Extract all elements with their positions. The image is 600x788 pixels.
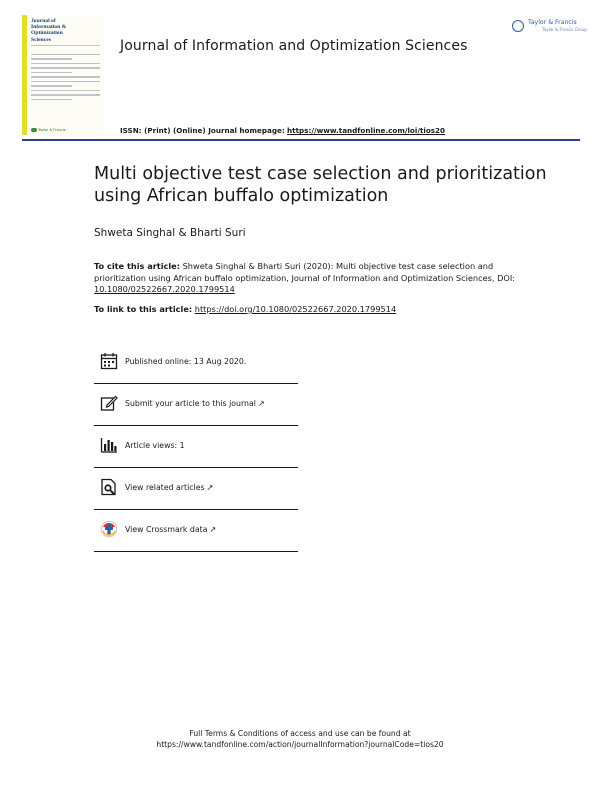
publisher-logo-name: Taylor & Francis	[528, 19, 577, 26]
article-link-line	[94, 304, 396, 314]
link-label: To link to this article:	[94, 304, 193, 314]
journal-homepage-link[interactable]: https://www.tandfonline.com/loi/tios20	[287, 126, 446, 135]
related-articles-row[interactable]	[94, 468, 298, 510]
cover-publisher-text: Taylor & Francis	[38, 128, 66, 132]
published-date: Published online: 13 Aug 2020.	[125, 357, 247, 366]
crossmark-link[interactable]	[125, 525, 216, 534]
bar-chart-icon	[100, 436, 118, 454]
cite-label: To cite this article:	[94, 261, 180, 271]
publisher-logo[interactable]	[512, 19, 587, 37]
cover-title-line: Information &	[31, 24, 67, 31]
cover-divider	[31, 45, 100, 46]
submit-article-label: Submit your article to this journal	[125, 399, 256, 408]
article-title: Multi objective test case selection and prioritization using African buffalo optimization	[94, 164, 547, 206]
cover-publisher	[31, 128, 100, 132]
external-link-icon: ↗	[209, 525, 217, 534]
crossmark-row[interactable]	[94, 510, 298, 552]
journal-title: Journal of Information and Optimization Sciences	[120, 38, 468, 54]
issn-line	[120, 126, 445, 135]
article-meta-list	[94, 342, 298, 552]
submit-article-link[interactable]	[125, 399, 265, 408]
cover-contents-lines	[27, 48, 104, 107]
publisher-logo-sub: Taylor & Francis Group	[542, 27, 587, 32]
issn-label: ISSN: (Print) (Online) Journal homepage:	[120, 126, 285, 135]
cover-title-line: Journal of	[31, 18, 56, 24]
doi-link[interactable]: 10.1080/02522667.2020.1799514	[94, 284, 235, 295]
search-document-icon	[100, 478, 118, 496]
cite-text: Shweta Singhal & Bharti Suri (2020): Multi objective test case selection and prioritization using African buffalo optimization, Journal of Information and Optimization Sciences, DOI:	[94, 261, 516, 283]
article-views-row	[94, 426, 298, 468]
published-row	[94, 342, 298, 384]
cover-title	[27, 15, 87, 43]
terms-line: Full Terms & Conditions of access and use can be found at	[189, 729, 411, 738]
related-articles-label: View related articles	[125, 483, 205, 492]
terms-url[interactable]: https://www.tandfonline.com/action/journalInformation?journalCode=tios20	[156, 740, 444, 749]
external-link-icon: ↗	[257, 399, 265, 408]
related-articles-link[interactable]	[125, 483, 213, 492]
article-doi-url[interactable]: https://doi.org/10.1080/02522667.2020.1799514	[194, 304, 397, 314]
calendar-icon	[100, 352, 118, 370]
external-link-icon: ↗	[206, 483, 214, 492]
submit-article-row[interactable]	[94, 384, 298, 426]
article-views: Article views: 1	[125, 441, 185, 450]
journal-cover-thumbnail	[22, 15, 104, 135]
crossmark-label: View Crossmark data	[125, 525, 208, 534]
cover-title-line: Optimization Sciences	[31, 30, 63, 43]
citation-block	[94, 261, 524, 296]
article-authors: Shweta Singhal & Bharti Suri	[94, 227, 246, 239]
terms-footer	[0, 728, 600, 750]
edit-icon	[100, 394, 118, 412]
crossmark-icon	[100, 520, 118, 538]
publisher-logo-icon	[512, 20, 524, 32]
header-divider	[22, 139, 580, 141]
